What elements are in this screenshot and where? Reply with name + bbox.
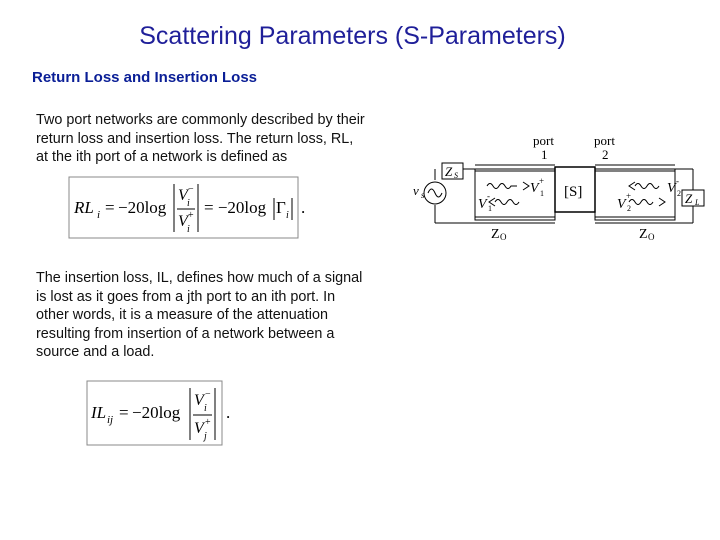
zs-label: Z xyxy=(445,164,453,179)
il-lhs-sub: ij xyxy=(107,414,114,426)
vs-sub: s xyxy=(421,190,425,200)
paragraph-line: at the ith port of a network is defined as xyxy=(36,149,288,165)
rl-coef: −20log xyxy=(118,198,167,217)
two-port-circuit-diagram xyxy=(405,130,710,245)
v2-minus: V xyxy=(667,181,676,196)
z0-right-sub: O xyxy=(648,232,655,242)
v1-plus-sup: + xyxy=(539,176,545,186)
rl-lhs-sub: i xyxy=(97,209,101,221)
return-loss-paragraph xyxy=(36,111,411,167)
paragraph-line: other words, it is a measure of the attenuation xyxy=(36,307,328,323)
arrowhead xyxy=(629,182,635,190)
v1-plus-sub: 1 xyxy=(540,189,544,198)
paragraph-line: source and a load. xyxy=(36,344,155,360)
paragraph-line: Two port networks are commonly described by their xyxy=(36,112,365,128)
il-den: V xyxy=(194,420,204,437)
reflected-wave-arrow-port1 xyxy=(495,200,519,205)
arrowhead xyxy=(659,198,665,206)
il-num: V xyxy=(194,392,204,409)
v2-plus: V xyxy=(617,197,626,212)
insertion-loss-paragraph xyxy=(36,269,411,362)
paragraph-line: resulting from insertion of a network between a xyxy=(36,325,335,342)
v1-minus: V xyxy=(478,197,487,212)
paragraph-line: The insertion loss, IL, defines how much of a signal xyxy=(36,270,363,286)
rl-num-sup: − xyxy=(188,184,194,195)
il-den-sub: j xyxy=(204,431,207,442)
paragraph-line: return loss and insertion loss. The return loss, RL, xyxy=(36,130,354,147)
incident-wave-arrow-port1 xyxy=(487,184,517,189)
rl-lhs: RL xyxy=(74,198,94,217)
z0-right-label: Z xyxy=(639,227,648,242)
port1-label: port xyxy=(533,133,554,148)
v2-plus-sup: + xyxy=(626,191,632,201)
il-coef: −20log xyxy=(132,403,181,422)
port2-number: 2 xyxy=(602,147,609,162)
insertion-loss-equation xyxy=(86,380,246,448)
v1-plus: V xyxy=(530,181,539,196)
z0-left-sub: O xyxy=(500,232,507,242)
zl-sub: L xyxy=(695,198,700,207)
v1-minus-sup: - xyxy=(487,191,490,201)
rl-end: . xyxy=(301,198,306,217)
il-lhs: IL xyxy=(91,403,107,422)
rl-gamma-sub: i xyxy=(286,210,289,221)
il-num-sub: i xyxy=(204,403,207,414)
slide-subtitle: Return Loss and Insertion Loss xyxy=(32,69,258,86)
right-transmission-line xyxy=(595,169,675,220)
zl-label: Z xyxy=(685,191,693,206)
incident-wave-arrow-port2 xyxy=(629,200,653,205)
rl-den-sup: + xyxy=(188,210,194,221)
v1-minus-sub: 1 xyxy=(488,204,492,213)
il-end: . xyxy=(226,403,231,422)
slide-title: Scattering Parameters (S-Parameters) xyxy=(139,22,566,50)
return-loss-equation xyxy=(68,176,313,240)
il-num-sup: − xyxy=(205,389,211,400)
rl-eq2: = −20log xyxy=(204,198,267,217)
rl-den-sub: i xyxy=(187,224,190,235)
network-label: [S] xyxy=(564,184,583,200)
rl-den: V xyxy=(178,213,188,230)
port2-label: port xyxy=(594,133,615,148)
rl-eq-sign: = xyxy=(105,198,115,217)
paragraph-line: is lost as it goes from a jth port to an ith port. In xyxy=(36,288,336,305)
v2-plus-sub: 2 xyxy=(627,204,631,213)
z0-left-label: Z xyxy=(491,227,500,242)
vs-label: v xyxy=(413,183,419,198)
zs-sub: S xyxy=(454,171,458,180)
v2-minus-sup: - xyxy=(676,176,679,186)
port1-number: 1 xyxy=(541,147,548,162)
il-eq-sign: = xyxy=(119,403,129,422)
rl-num: V xyxy=(178,187,188,204)
rl-gamma: Γ xyxy=(276,198,286,217)
arrowhead xyxy=(523,182,529,190)
il-den-sup: + xyxy=(205,417,211,428)
reflected-wave-arrow-port2 xyxy=(635,184,659,189)
v2-minus-sub: 2 xyxy=(677,189,681,198)
rl-num-sub: i xyxy=(187,198,190,209)
